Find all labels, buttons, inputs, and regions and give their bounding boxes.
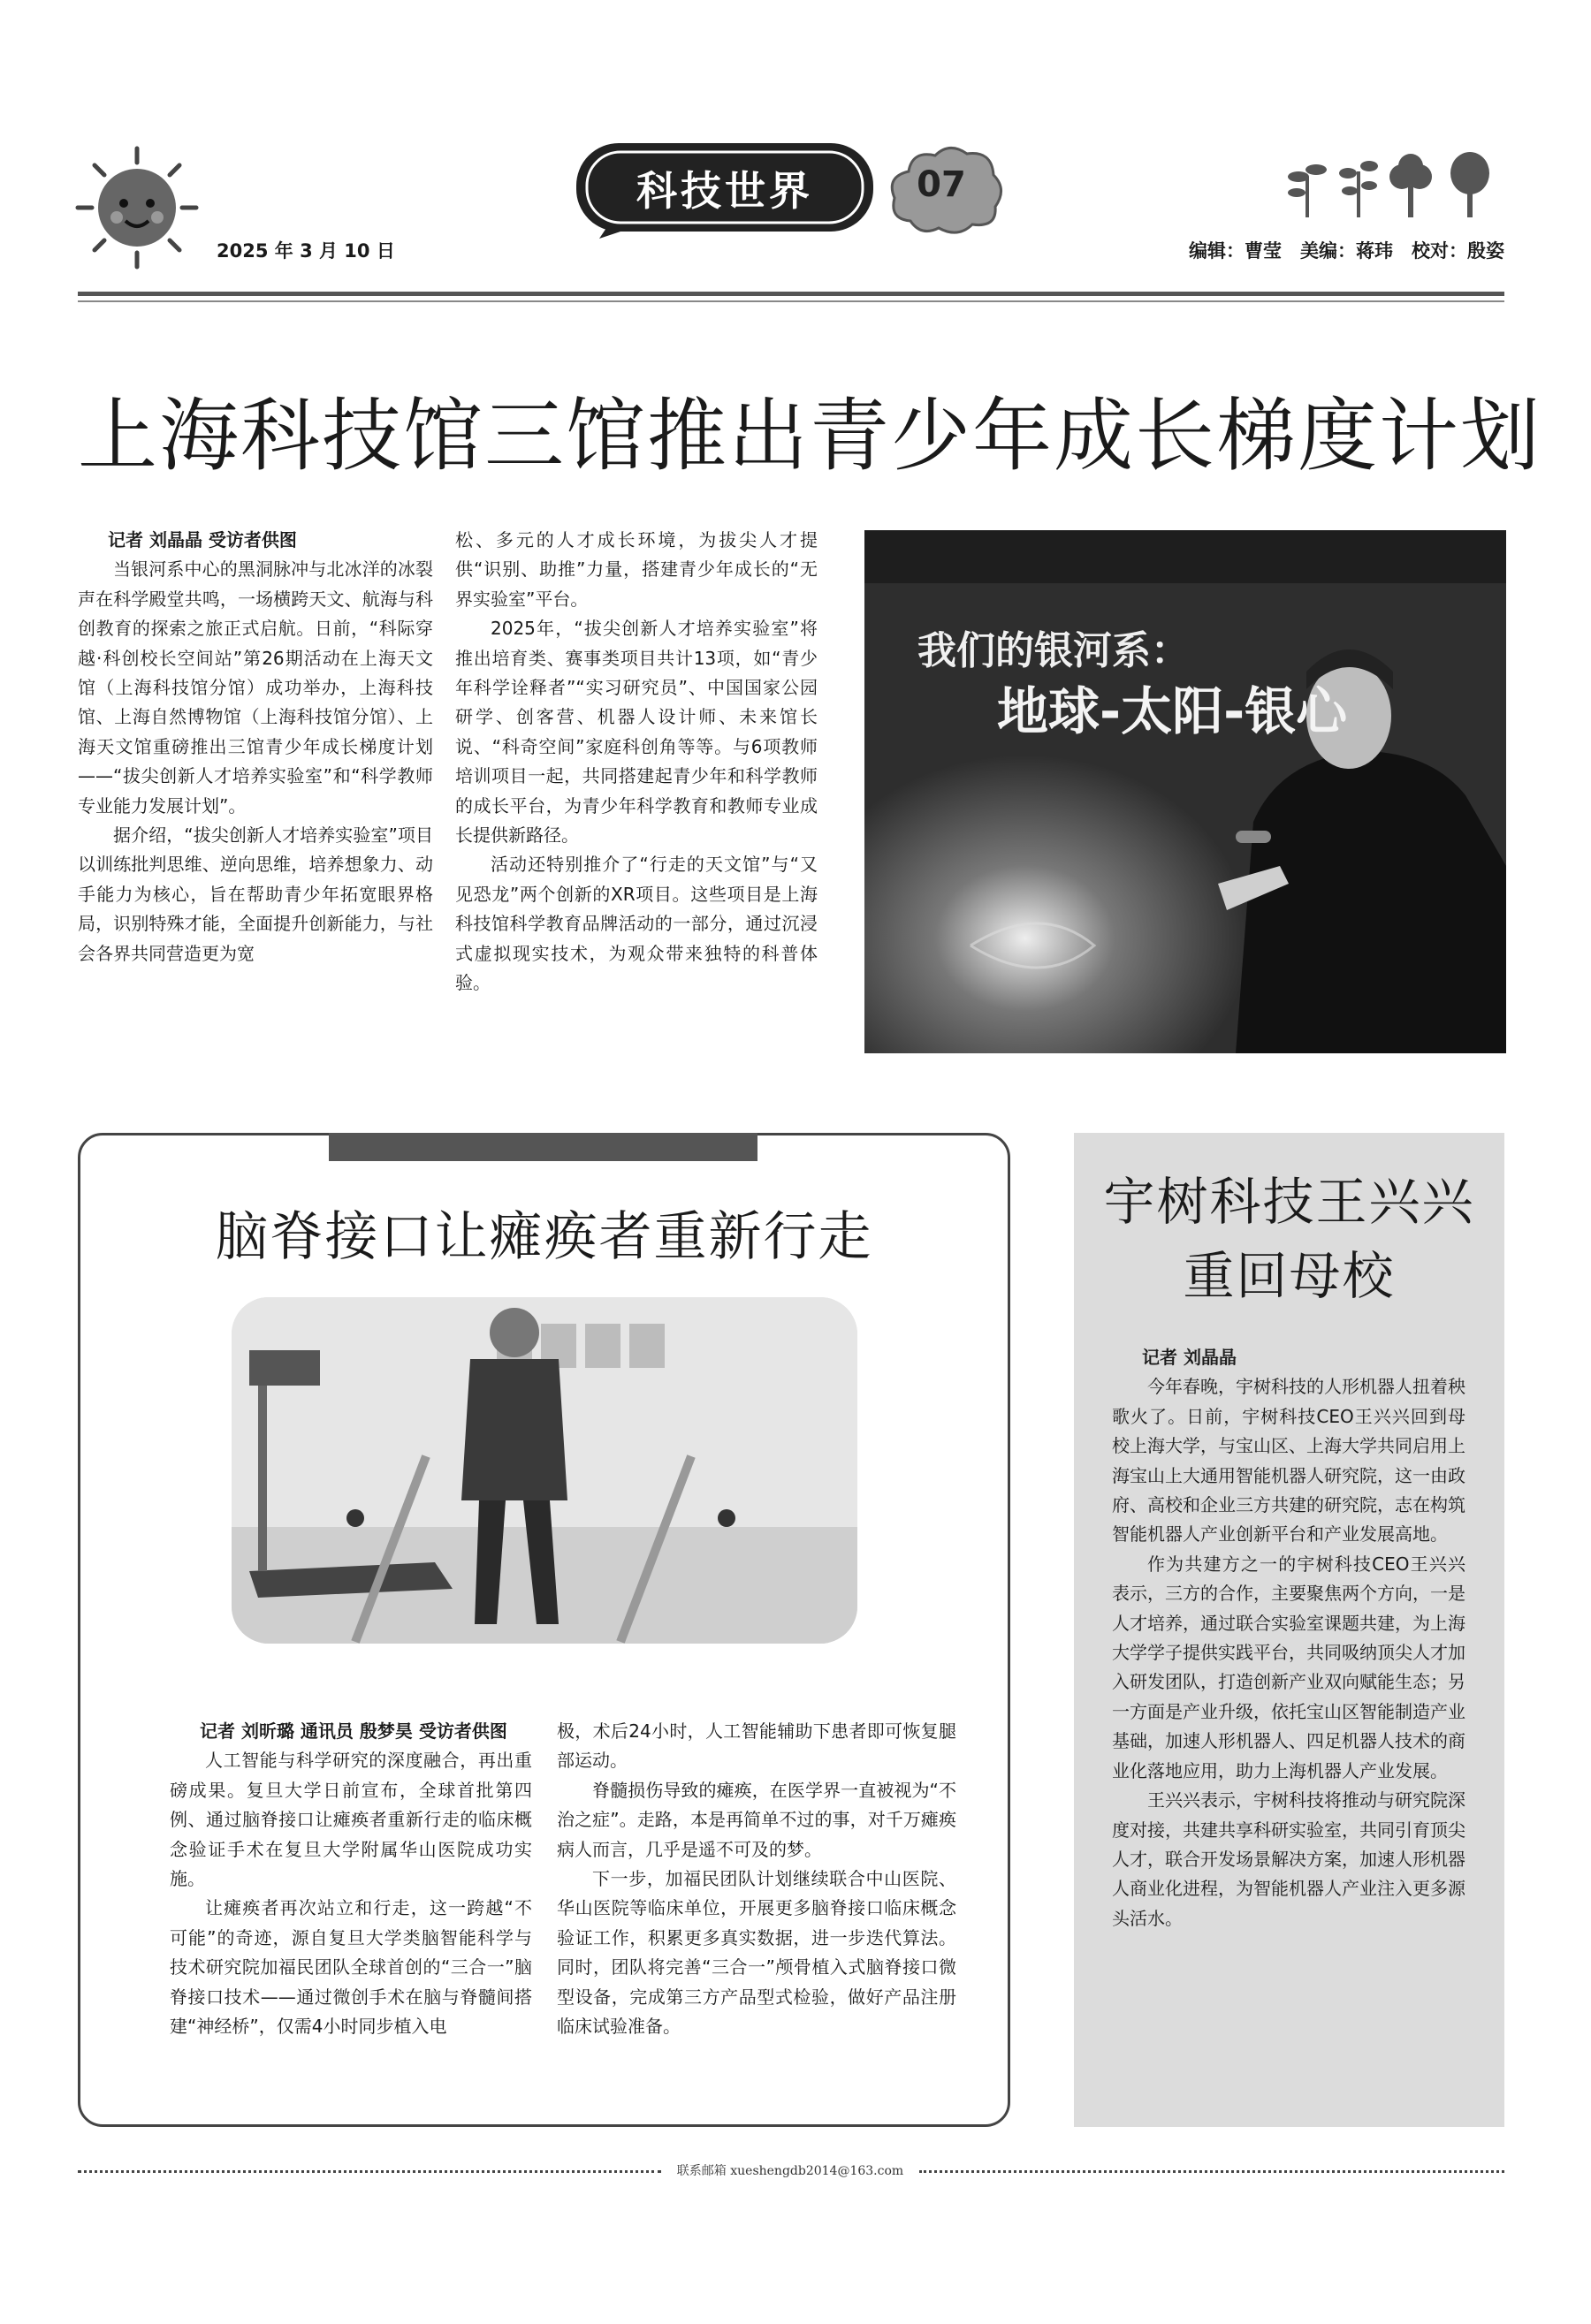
article1-column-1 (78, 526, 433, 968)
article1-byline: 记者 刘晶晶 受访者供图 (108, 529, 297, 551)
article3-headline (1074, 1165, 1504, 1313)
footer-contact-email: 联系邮箱 xueshengdb2014@163.com (676, 2164, 904, 2178)
footer-divider-right (919, 2170, 1504, 2173)
article2-column-2 (557, 1717, 956, 2041)
article2-photo-rehab-walk (232, 1297, 857, 1644)
article1-paragraph: 当银河系中心的黑洞脉冲与北冰洋的冰裂声在科学殿堂共鸣，一场横跨天文、航海与科创教育的探索之旅正式启航。日前，“科际穿越·科创校长空间站”第26期活动在上海天文馆（上海科技馆分馆）成功举办，上海科技馆、上海自然博物馆（上海科技馆分馆）、上海天文馆重磅推出三馆青少年成长梯度计划——“拔尖创新人才培养实验室”和“科学教师专业能力发展计划”。 (78, 558, 433, 816)
article3-headline-line1: 宇树科技王兴兴 (1103, 1172, 1475, 1232)
photo-slide-caption-line1: 我们的银河系： (917, 628, 1190, 673)
article2-paragraph: 人工智能与科学研究的深度融合，再出重磅成果。复旦大学日前宣布，全球首批第四例、通过脑脊接口让瘫痪者重新行走的临床概念验证手术在复旦大学附属华山医院成功实施。 (170, 1750, 532, 1890)
header-divider-thin (78, 300, 1504, 302)
photo-slide-caption-line2: 地球-太阳-银心 (997, 681, 1348, 741)
article2-paragraph: 极，术后24小时，人工智能辅助下患者即可恢复腿部运动。 (557, 1720, 956, 1772)
header-divider (78, 292, 1504, 296)
footer-divider-left (78, 2170, 661, 2173)
sun-mascot-icon (71, 141, 203, 274)
article3-headline-line2: 重回母校 (1183, 1246, 1396, 1306)
main-headline: 上海科技馆三馆推出青少年成长梯度计划 (78, 390, 1542, 482)
trees-decoration-icon (1286, 150, 1507, 221)
article1-paragraph: 2025年，“拔尖创新人才培养实验室”将推出培育类、赛事类项目共计13项，如“青少年科学诠释者”“实习研究员”、中国国家公园研学、创客营、机器人设计师、未来馆长说、“科奇空间”家庭科创角等等。与6项教师培训项目一起，共同搭建起青少年和科学教师的成长平台，为青少年科学教育和教师专业成长提供新路径。 (455, 618, 818, 847)
article1-column-2 (455, 526, 818, 999)
article2-paragraph: 让瘫痪者再次站立和行走，这一跨越“不可能”的奇迹，源自复旦大学类脑智能科学与技术研究院加福民团队全球首创的“三合一”脑脊接口技术——通过微创手术在脑与脊髓间搭建“神经桥”，仅需4小时同步植入电 (170, 1897, 532, 2038)
article3-paragraph: 王兴兴表示，宇树科技将推动与研究院深度对接，共建共享科研实验室，共同引育顶尖人才，联合开发场景解决方案，加速人形机器人商业化进程，为智能机器人产业注入更多源头活水。 (1112, 1789, 1465, 1929)
article2-headline: 脑脊接口让瘫痪者重新行走 (215, 1206, 873, 1268)
article3-byline: 记者 刘晶晶 (1142, 1347, 1237, 1368)
article3-paragraph: 今年春晚，宇树科技的人形机器人扭着秧歌火了。日前，宇树科技CEO王兴兴回到母校上海大学，与宝山区、上海大学共同启用上海宝山上大通用智能机器人研究院，这一由政府、高校和企业三方共建的研究院，志在构筑智能机器人产业创新平台和产业发展高地。 (1112, 1376, 1465, 1546)
article2-paragraph: 脊髓损伤导致的瘫痪，在医学界一直被视为“不治之症”。走路，本是再简单不过的事，对千万瘫痪病人而言，几乎是遥不可及的梦。 (557, 1779, 956, 1860)
article2-column-1 (170, 1717, 532, 2041)
editor-credits: 编辑：曹莹 美编：蒋玮 校对：殷姿 (1189, 240, 1504, 262)
article2-paragraph: 下一步，加福民团队计划继续联合中山医院、华山医院等临床单位，开展更多脑脊接口临床概念验证工作，积累更多真实数据，进一步迭代算法。同时，团队将完善“三合一”颅骨植入式脑脊接口微型设备，完成第三方产品型式检验，做好产品注册临床试验准备。 (557, 1868, 956, 2038)
article1-paragraph: 松、多元的人才成长环境，为拔尖人才提供“识别、助推”力量，搭建青少年成长的“无界实验室”平台。 (455, 529, 818, 610)
article3-column (1112, 1343, 1465, 1933)
article1-photo-speaker (864, 530, 1506, 1053)
article2-header-tab (329, 1133, 757, 1161)
article1-paragraph: 据介绍，“拔尖创新人才培养实验室”项目以训练批判思维、逆向思维，培养想象力、动手能力为核心，旨在帮助青少年拓宽眼界格局，识别特殊才能，全面提升创新能力，与社会各界共同营造更为宽 (78, 824, 433, 964)
article2-byline: 记者 刘昕璐 通讯员 殷梦昊 受访者供图 (200, 1720, 507, 1742)
article3-paragraph: 作为共建方之一的宇树科技CEO王兴兴表示，三方的合作，主要聚焦两个方向，一是人才培养，通过联合实验室课题共建，为上海大学学子提供实践平台，共同吸纳顶尖人才加入研发团队，打造创新产业双向赋能生态；另一方面是产业升级，依托宝山区智能制造产业基础，加速人形机器人、四足机器人技术的商业化落地应用，助力上海机器人产业发展。 (1112, 1553, 1465, 1781)
issue-date: 2025 年 3 月 10 日 (217, 240, 395, 262)
page-number: 07 (917, 164, 966, 205)
article1-paragraph: 活动还特别推介了“行走的天文馆”与“又见恐龙”两个创新的XR项目。这些项目是上海科技馆科学教育品牌活动的一部分，通过沉浸式虚拟现实技术，为观众带来独特的科普体验。 (455, 854, 818, 994)
section-title: 科技世界 (636, 167, 813, 215)
